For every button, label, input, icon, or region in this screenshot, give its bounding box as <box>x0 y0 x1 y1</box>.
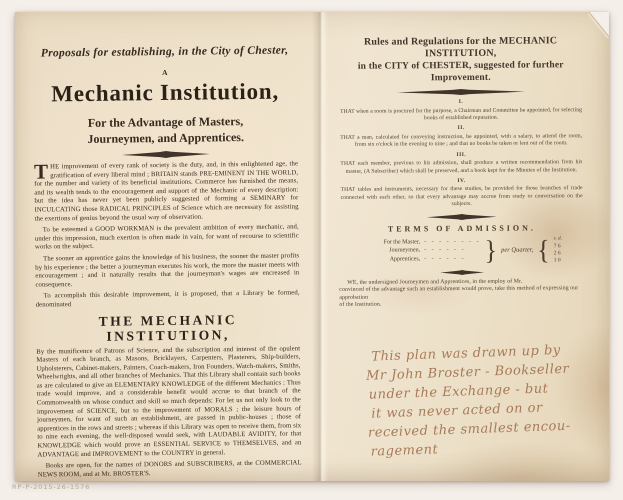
paragraph: The sooner an apprentice gains the knowledge of his business, the sooner the master profits by his experience ; the better a journeyman executes his work, the more the master meets with encouragement ; and it naturally results that the journeyman's wages are encreased in consequence. <box>35 252 300 289</box>
terms-row-label: Journeymen, <box>389 247 421 254</box>
inventory-number: RP-P-2015-26-1576 <box>12 483 91 491</box>
terms-heading: TERMS OF ADMISSION. <box>387 223 536 234</box>
rules-heading-line2: in the CITY of CHESTER, suggested for further Improvement. <box>357 60 564 84</box>
divider-ornament <box>427 213 497 219</box>
handwritten-annotation <box>365 340 584 461</box>
closing-paragraph: Books are open, for the names of DONORS and SUBSCRIBERS, at the COMMERCIAL NEWS ROOM, and at Mr. BROSTER'S. <box>37 459 302 479</box>
pledge-line: of the Institution. <box>339 302 382 309</box>
left-section-text <box>36 345 302 480</box>
rule-item-3 <box>334 151 588 176</box>
terms-row-dashes: - - - - - - <box>424 247 466 254</box>
terms-values <box>554 236 562 264</box>
article-a: A <box>162 67 168 78</box>
divider-ornament <box>397 89 525 96</box>
terms-row <box>362 255 481 264</box>
terms-row-label: For the Master, <box>383 239 421 246</box>
per-quarter-label: per Quarter, <box>501 246 534 254</box>
pledge-line: WE, the undersigned Journeymen and Apprentices, in the employ of Mr. <box>347 278 523 286</box>
proposal-kicker-line: Proposals for establishing, in the City of Chester, <box>40 44 289 60</box>
rule-item-1 <box>334 98 588 123</box>
section-heading: THE MECHANIC INSTITUTION, <box>98 311 238 344</box>
handwritten-line: it was never acted on or <box>371 400 543 422</box>
handwritten-line: under the Exchange - but <box>368 381 549 403</box>
rule-text: THAT when a room is procured for the purpose, a Chairman and Committee be appointed, for selecting books of established reputation. <box>340 106 583 122</box>
paragraph: By the munificence of Patrons of Science, and the subscription and interest of the opulent Masters of each branch, as Masons, Bricklayers, Carpenters, Plasterers, Ship-builders, Upholsterers, Cabinet-makers, Painters, Coach-makers, Iron Founders, Watch-makers, Smiths, Wheelwrights, and all other branches of Mechanics. That this Library shall contain such books as are calculated to give an ELEMENTARY KNOWLEDGE of the different Mechanics : Thus trade would improve, and a considerable benefit would accrue to that branch of the Commonwealth on whose conduct and skill so much depends: For let us not only look to the improvement of SCIENCE, but to the improvement of MORALS ; the leisure hours of journeymen, for want of such an establishment, are passed in public-houses ; those of apprentices in the rows and streets ; whereas if this Library was open to receive them, from six to nine each evening, the well-disposed would seek, with LAUDABLE AVIDITY, for that KNOWLEDGE which would prove an ESSENTIAL SERVICE to THEMSELVES, and an ADVANTAGE and IMPROVEMENT to the COUNTRY in general. <box>36 344 302 459</box>
pledge-paragraph <box>335 278 589 310</box>
rule-numeral: II. <box>457 125 465 132</box>
document-paper <box>15 12 609 481</box>
rule-text: THAT each member, previous to his admission, shall produce a written recommendation from his master, (A Subscriber) which shall be preserved, and a book kept for the Minutes of the Institution. <box>340 159 583 175</box>
terms-of-admission <box>335 223 589 266</box>
terms-table <box>335 236 589 266</box>
terms-row-dashes: - - - - - - - - <box>424 238 481 246</box>
handwritten-line: This plan was drawn up by <box>371 342 561 365</box>
left-page <box>15 12 318 481</box>
handwritten-line: ragement <box>370 442 439 460</box>
handwritten-line: received the smallest encou- <box>367 418 571 441</box>
opening-brace: { <box>537 234 550 266</box>
rule-numeral: I. <box>458 98 464 106</box>
paragraph: THE improvement of every rank of society is the duty, and, in this enlightened age, the gratification of every liberal mind ; BRITAIN stands PRE-EMINENT IN THE WORLD, for the number and variety of its beneficial institutions. Commerce has furnished the means, and its wealth tends to the encouragement and support of the Mechanic of every description: but the idea has never yet been publicly suggested of forming a SEMINARY for INCULCATING those RADICAL PRINCIPLES of Science which are necessary for assisting the exertions of genius beyond the usual way of observation. <box>33 159 299 223</box>
rule-text: THAT tables and instruments, necessary for these studies, be provided for those branches of trade connected with each other, so that every advantage may accrue from study or conversation on the subjects. <box>340 185 583 208</box>
terms-rows <box>362 238 481 264</box>
folded-corner <box>588 12 609 38</box>
page-subtitle: For the Advantage of Masters, Journeymen, and Apprentices. <box>87 114 244 146</box>
currency-header: s. d. <box>553 235 562 242</box>
paragraph: To accomplish this desirable improvement, it is proposed, that a Library be formed, denominated <box>35 289 300 309</box>
rule-item-2 <box>334 124 588 149</box>
rule-numeral: III. <box>456 151 467 158</box>
terms-value: 2 6 <box>553 249 561 257</box>
page-title: Mechanic Institution, <box>51 78 280 107</box>
terms-value: 7 6 <box>553 242 561 250</box>
rule-item-4 <box>335 177 589 209</box>
rule-text: THAT a man, calculated for conveying instruction, be appointed, with a salary, to attend the room, from six o'clock in the evening to nine ; and that no books be taken or lent out of the room. <box>340 132 583 148</box>
rule-numeral: IV. <box>457 177 466 184</box>
terms-row-dashes: - - - - - - <box>424 255 466 263</box>
rules-heading-line1: Rules and Regulations for the MECHANIC INSTITUTION, <box>363 35 558 60</box>
paragraph: To be esteemed a GOOD WORKMAN is the prevalent ambition of every mechanic, and, under this impression, much exertion is often made in vain, for want of recourse to scientific works on the subject. <box>34 223 299 251</box>
terms-value: 1 0 <box>553 256 561 264</box>
divider-ornament <box>440 270 484 275</box>
terms-row-label: Apprentices, <box>389 256 421 263</box>
closing-brace: } <box>484 235 498 266</box>
divider-ornament <box>122 150 210 158</box>
handwritten-line: Mr John Broster - Bookseller <box>365 361 570 384</box>
left-body-text <box>34 160 300 310</box>
pledge-line: convinced of the advantage such an establishment would prove, take this method of expressing our approbation <box>339 285 579 301</box>
